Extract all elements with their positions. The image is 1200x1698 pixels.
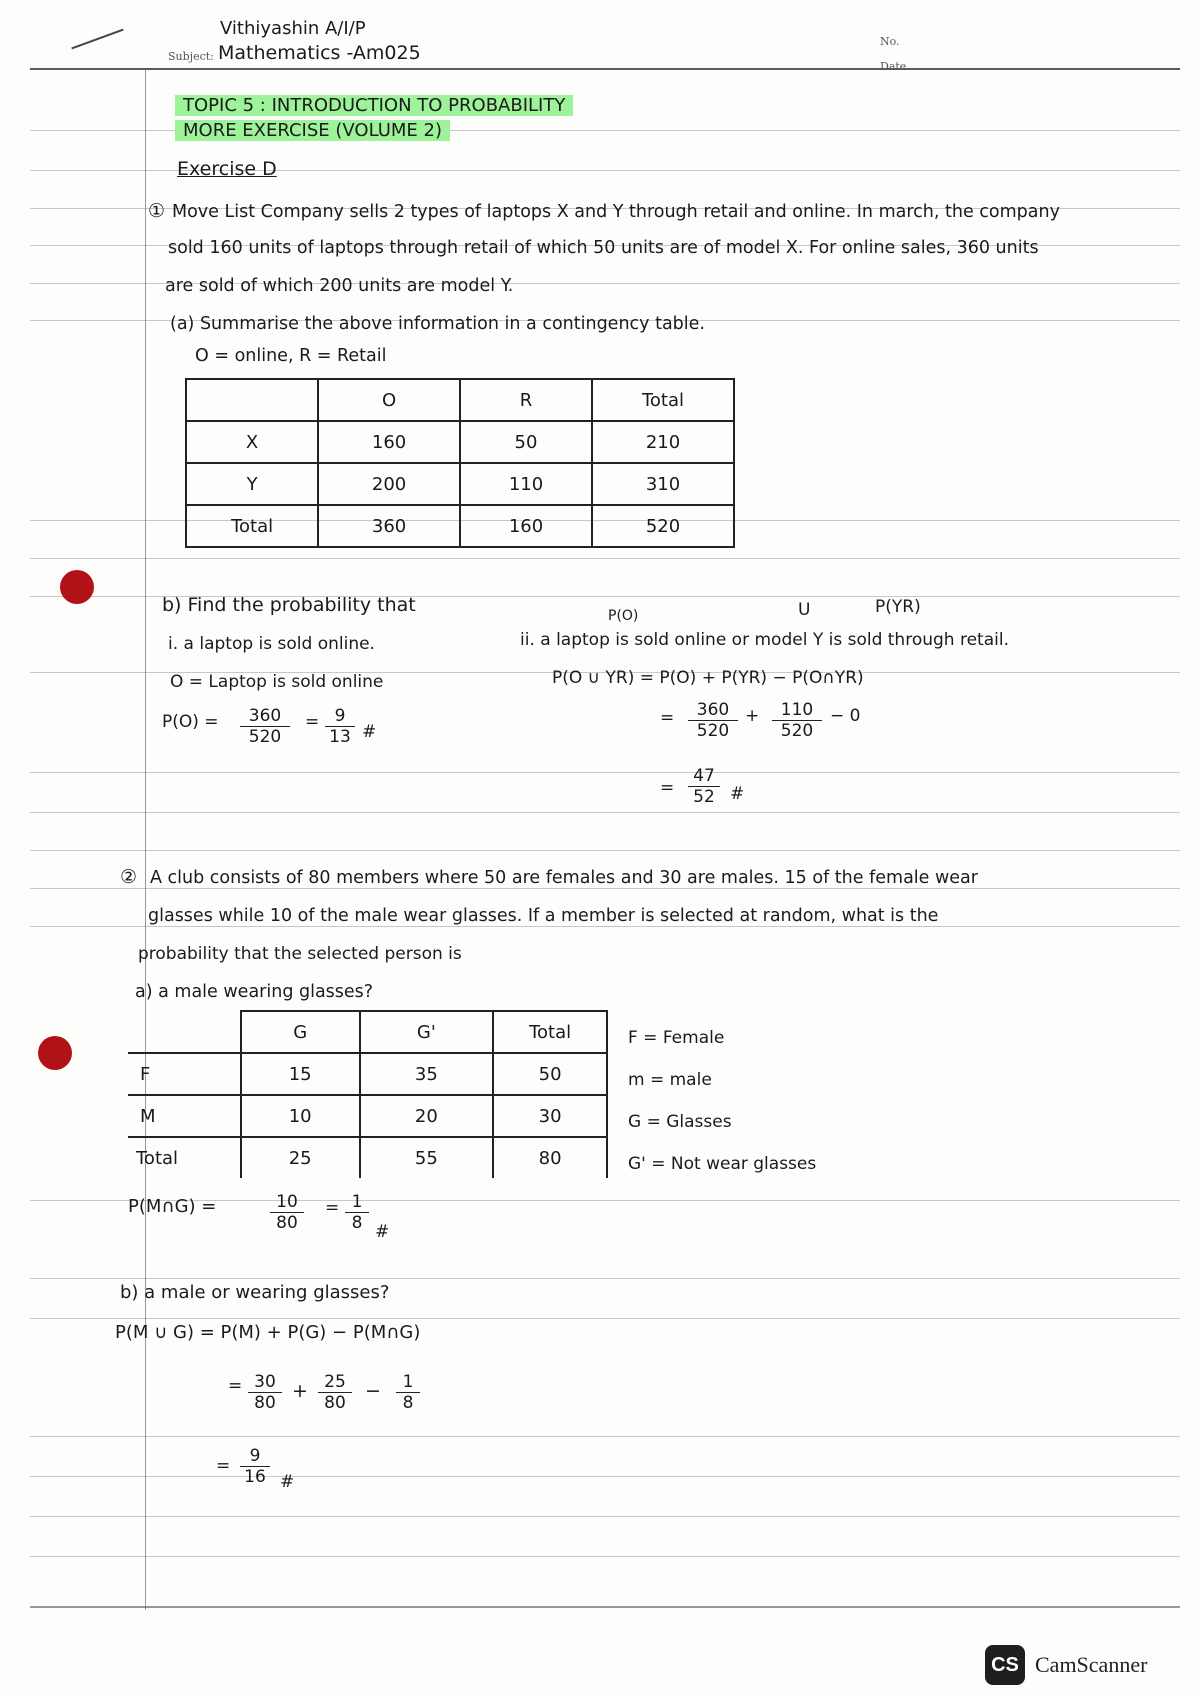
q1-line-1: Move List Company sells 2 types of laptops X and Y through retail and online. In march, the company <box>172 202 1060 222</box>
minus-sign: − <box>365 1380 381 1402</box>
end-mark: # <box>375 1222 390 1242</box>
table-cell: 520 <box>592 505 734 547</box>
minus-term: − 0 <box>830 706 861 726</box>
table-cell: Total <box>186 505 318 547</box>
student-name: Vithiyashin A/I/P <box>220 18 366 39</box>
subject-value: Mathematics -Am025 <box>218 42 421 64</box>
exercise-label: Exercise D <box>177 158 277 180</box>
q1-number: ① <box>148 200 166 222</box>
table-row <box>186 505 734 547</box>
q2-line-1: A club consists of 80 members where 50 are females and 30 are males. 15 of the female wear <box>150 868 978 888</box>
denominator: 520 <box>780 721 814 741</box>
ruled-line <box>30 1318 1180 1319</box>
table-row <box>128 1095 607 1137</box>
plus-sign: + <box>292 1380 308 1402</box>
numerator: 25 <box>318 1372 352 1393</box>
numerator: 9 <box>325 706 355 727</box>
table-cell: 30 <box>493 1095 607 1137</box>
table-cell: M <box>128 1095 241 1137</box>
fraction <box>248 1372 282 1413</box>
q2-part-a: a) a male wearing glasses? <box>135 982 374 1002</box>
ruled-line <box>30 850 1180 851</box>
annotation-pyr: P(YR) <box>875 597 921 617</box>
numerator: 30 <box>248 1372 282 1393</box>
ruled-line <box>30 1516 1180 1517</box>
table-cell: 110 <box>460 463 592 505</box>
table-cell: Total <box>128 1137 241 1178</box>
annotation-union: U <box>798 600 811 620</box>
table-cell: R <box>460 379 592 421</box>
denominator: 8 <box>351 1213 363 1233</box>
camscanner-logo: CS <box>985 1645 1025 1685</box>
end-mark: # <box>730 784 745 804</box>
q2-line-3: probability that the selected person is <box>138 944 462 964</box>
fraction <box>240 1446 270 1487</box>
denominator: 13 <box>329 727 351 747</box>
table-cell <box>186 379 318 421</box>
table-cell: 210 <box>592 421 734 463</box>
table-cell: 310 <box>592 463 734 505</box>
equals-sign: = <box>216 1456 231 1476</box>
equals-sign: = <box>305 712 320 732</box>
ruled-line <box>30 1278 1180 1279</box>
ruled-line <box>30 926 1180 927</box>
ruled-line <box>30 772 1180 773</box>
numerator: 360 <box>688 700 738 721</box>
table-cell: 50 <box>493 1053 607 1095</box>
numerator: 1 <box>396 1372 420 1393</box>
equals-sign: = <box>325 1198 340 1218</box>
table-cell: 10 <box>241 1095 360 1137</box>
numerator: 360 <box>240 706 290 727</box>
margin-line <box>145 70 146 1610</box>
denominator: 520 <box>696 721 730 741</box>
table-header-row <box>128 1011 607 1053</box>
ruled-line <box>30 888 1180 889</box>
table-cell: Total <box>592 379 734 421</box>
table-cell: F <box>128 1053 241 1095</box>
red-dot-marker <box>38 1036 72 1070</box>
table-cell: 55 <box>360 1137 494 1178</box>
q2-contingency-table <box>128 1010 608 1178</box>
table-cell: Y <box>186 463 318 505</box>
ruled-line <box>30 1606 1180 1608</box>
q2-a-lhs: P(M∩G) = <box>128 1196 217 1217</box>
legend-item: F = Female <box>628 1028 725 1048</box>
table-row <box>186 463 734 505</box>
header-rule <box>30 68 1180 70</box>
equals-sign: = <box>660 778 675 798</box>
legend-item: m = male <box>628 1070 712 1090</box>
red-dot-marker <box>60 570 94 604</box>
end-mark: # <box>362 722 377 742</box>
q2-number: ② <box>120 866 138 888</box>
table-cell: 25 <box>241 1137 360 1178</box>
fraction <box>772 700 822 741</box>
q2-line-2: glasses while 10 of the male wear glasses. If a member is selected at random, what is the <box>148 906 939 926</box>
q1-part-a: (a) Summarise the above information in a contingency table. <box>170 314 705 334</box>
numerator: 9 <box>240 1446 270 1467</box>
q1-b-i: i. a laptop is sold online. <box>168 634 375 654</box>
table-cell: 15 <box>241 1053 360 1095</box>
q1-legend: O = online, R = Retail <box>195 346 387 366</box>
table-cell <box>128 1011 241 1053</box>
numerator: 47 <box>688 766 720 787</box>
date-label: Date <box>880 60 907 73</box>
no-label: No. <box>880 35 900 48</box>
ruled-line <box>30 558 1180 559</box>
subject-label: Subject: <box>168 50 214 63</box>
ruled-line <box>30 1476 1180 1477</box>
fraction <box>240 706 290 747</box>
fraction <box>318 1372 352 1413</box>
table-cell: G' <box>360 1011 494 1053</box>
table-cell: 160 <box>318 421 460 463</box>
denominator: 80 <box>276 1213 298 1233</box>
topic-subtitle: MORE EXERCISE (VOLUME 2) <box>175 120 450 141</box>
denominator: 520 <box>248 727 282 747</box>
equals-sign: = <box>228 1376 243 1396</box>
q1-b-i-lhs: P(O) = <box>162 712 219 732</box>
table-cell: Total <box>493 1011 607 1053</box>
plus-sign: + <box>745 706 760 726</box>
q1-contingency-table <box>185 378 735 548</box>
numerator: 1 <box>345 1192 369 1213</box>
q1-part-b: b) Find the probability that <box>162 594 416 616</box>
ruled-line <box>30 812 1180 813</box>
table-cell: 360 <box>318 505 460 547</box>
table-cell: X <box>186 421 318 463</box>
q1-line-2: sold 160 units of laptops through retail of which 50 units are of model X. For online sales, 360 units <box>168 238 1039 258</box>
denominator: 52 <box>693 787 715 807</box>
denominator: 16 <box>244 1467 266 1487</box>
fraction <box>345 1192 369 1233</box>
fraction <box>396 1372 420 1413</box>
table-cell: 160 <box>460 505 592 547</box>
table-cell: 35 <box>360 1053 494 1095</box>
table-cell: 50 <box>460 421 592 463</box>
q1-line-3: are sold of which 200 units are model Y. <box>165 276 514 296</box>
table-row <box>186 421 734 463</box>
legend-item: G' = Not wear glasses <box>628 1154 817 1174</box>
topic-title: TOPIC 5 : INTRODUCTION TO PROBABILITY <box>175 95 573 116</box>
table-cell: O <box>318 379 460 421</box>
denominator: 80 <box>324 1393 346 1413</box>
q1-b-ii-formula: P(O ∪ YR) = P(O) + P(YR) − P(O∩YR) <box>552 668 864 688</box>
ruled-line <box>30 1436 1180 1437</box>
q2-b-formula: P(M ∪ G) = P(M) + P(G) − P(M∩G) <box>115 1322 421 1343</box>
table-cell: 80 <box>493 1137 607 1178</box>
pen-mark <box>71 29 123 50</box>
numerator: 10 <box>270 1192 304 1213</box>
denominator: 8 <box>402 1393 414 1413</box>
numerator: 110 <box>772 700 822 721</box>
denominator: 80 <box>254 1393 276 1413</box>
q1-b-i-def: O = Laptop is sold online <box>170 672 384 692</box>
q1-b-ii: ii. a laptop is sold online or model Y is sold through retail. <box>520 630 1009 650</box>
table-row <box>128 1053 607 1095</box>
table-cell: 200 <box>318 463 460 505</box>
fraction <box>688 766 720 807</box>
equals-sign: = <box>660 708 675 728</box>
table-header-row <box>186 379 734 421</box>
q2-part-b: b) a male or wearing glasses? <box>120 1282 390 1303</box>
legend-item: G = Glasses <box>628 1112 732 1132</box>
table-cell: 20 <box>360 1095 494 1137</box>
table-cell: G <box>241 1011 360 1053</box>
fraction <box>270 1192 304 1233</box>
end-mark: # <box>280 1472 295 1492</box>
fraction <box>325 706 355 747</box>
camscanner-brand: CamScanner <box>1035 1652 1148 1677</box>
annotation-po: P(O) <box>608 608 639 624</box>
table-row <box>128 1137 607 1178</box>
ruled-line <box>30 1556 1180 1557</box>
fraction <box>688 700 738 741</box>
